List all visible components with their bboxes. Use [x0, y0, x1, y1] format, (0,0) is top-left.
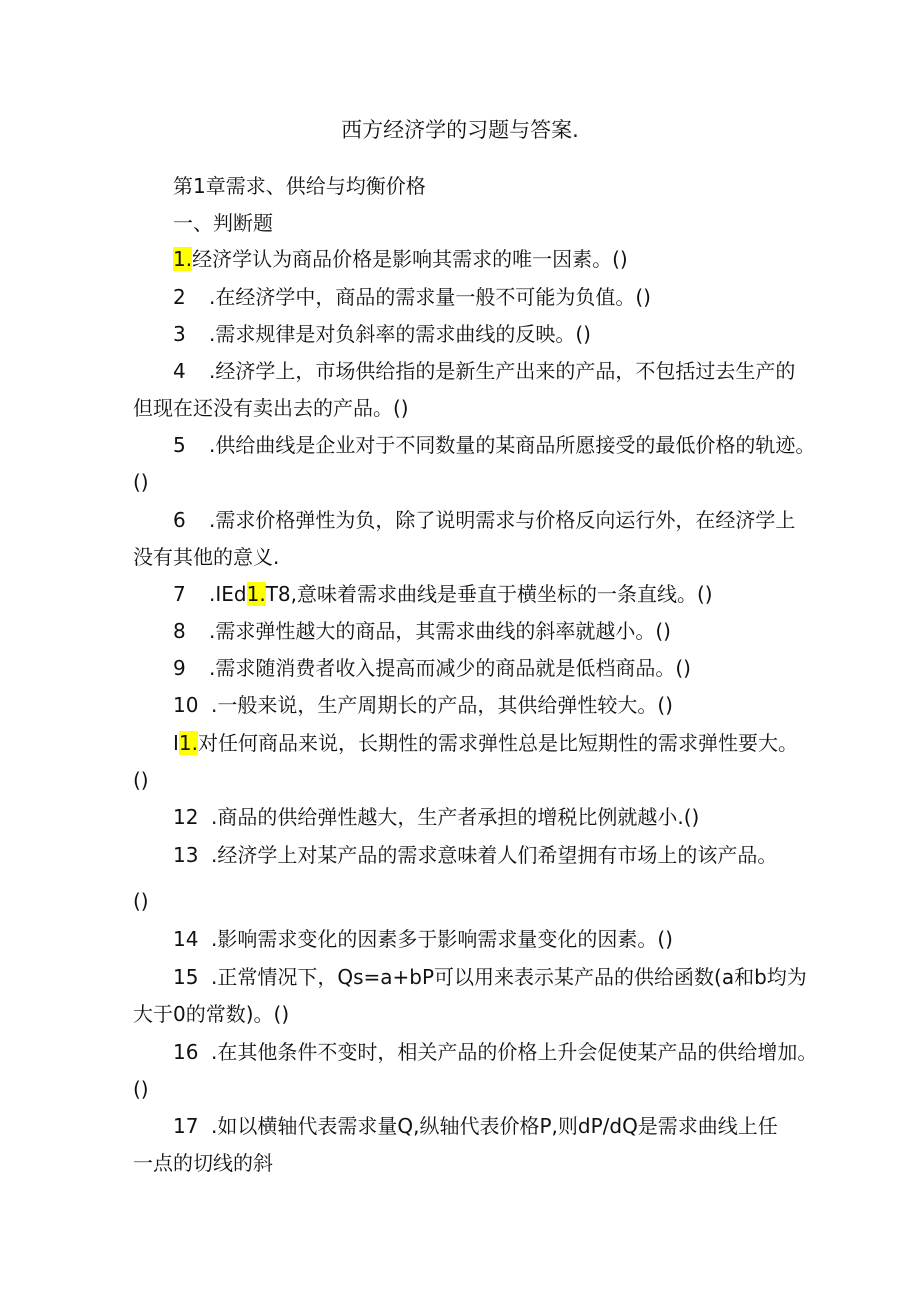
- question-text: .影响需求变化的因素多于影响需求量变化的因素。(): [211, 927, 673, 951]
- question-item-13-continuation: (): [133, 889, 149, 913]
- question-number: 13: [173, 843, 199, 867]
- question-text: .供给曲线是企业对于不同数量的某商品所愿接受的最低价格的轨迹。: [209, 433, 816, 457]
- question-number: 10: [173, 693, 199, 717]
- question-text: .需求随消费者收入提高而减少的商品就是低档商品。(): [209, 656, 691, 680]
- question-number: 7: [173, 582, 186, 606]
- question-item-6: [173, 506, 795, 534]
- question-text: .在其他条件不变时，相关产品的价格上升会促使某产品的供给增加。: [211, 1040, 818, 1064]
- question-item-11-continuation: (): [133, 768, 149, 792]
- question-item-2: [173, 283, 651, 311]
- question-number-prefix: I: [173, 731, 179, 755]
- question-number: 2: [173, 285, 186, 309]
- question-item-6-continuation: 没有其他的意义.: [133, 545, 280, 569]
- question-item-8: [173, 617, 671, 645]
- question-item-5-continuation: (): [133, 470, 149, 494]
- question-text: .一般来说，生产周期长的产品，其供给弹性较大。(): [211, 693, 673, 717]
- question-text: .如以横轴代表需求量Q,纵轴代表价格P,则dP/dQ是需求曲线上任: [211, 1114, 778, 1138]
- question-item-1: [173, 245, 628, 273]
- highlighted-number: 1.: [173, 247, 193, 271]
- chapter-heading: 第1章需求、供给与均衡价格: [173, 174, 426, 198]
- question-item-3: [173, 320, 591, 348]
- question-text-prefix: .IEd: [209, 582, 247, 606]
- question-item-7: [173, 580, 713, 608]
- question-text: .在经济学中，商品的需求量一般不可能为负值。(): [209, 285, 651, 309]
- page-title: 西方经济学的习题与答案.: [341, 118, 579, 142]
- question-item-14: [173, 925, 673, 953]
- question-item-16-continuation: (): [133, 1077, 149, 1101]
- question-item-9: [173, 654, 691, 682]
- question-item-15: [173, 963, 807, 991]
- question-item-15-continuation: 大于0的常数)。(): [133, 1002, 290, 1026]
- question-text: 对任何商品来说，长期性的需求弹性总是比短期性的需求弹性要大。: [198, 731, 798, 755]
- question-item-16: [173, 1038, 817, 1066]
- question-item-11: [173, 729, 798, 757]
- question-number: 17: [173, 1114, 199, 1138]
- question-item-12: [173, 803, 699, 831]
- question-number: 14: [173, 927, 199, 951]
- question-item-10: [173, 691, 673, 719]
- question-text: .正常情况下，Qs=a+bP可以用来表示某产品的供给函数(a和b均为: [211, 965, 807, 989]
- question-number: 15: [173, 965, 199, 989]
- question-text: .经济学上对某产品的需求意味着人们希望拥有市场上的该产品。: [211, 843, 778, 867]
- highlighted-text: 1.: [246, 582, 266, 606]
- question-number: 8: [173, 619, 186, 643]
- question-number: 4: [173, 359, 186, 383]
- highlighted-number: 1.: [178, 731, 198, 755]
- question-text: .需求价格弹性为负，除了说明需求与价格反向运行外，在经济学上: [209, 508, 796, 532]
- question-item-17-continuation: 一点的切线的斜: [133, 1151, 273, 1175]
- question-item-13: [173, 841, 777, 869]
- question-number: 12: [173, 805, 199, 829]
- question-number: 3: [173, 322, 186, 346]
- question-item-17: [173, 1112, 778, 1140]
- question-number: 9: [173, 656, 186, 680]
- question-text: .经济学上，市场供给指的是新生产出来的产品，不包括过去生产的: [209, 359, 796, 383]
- question-text: .需求规律是对负斜率的需求曲线的反映。(): [209, 322, 591, 346]
- section-heading: 一、判断题: [173, 211, 273, 235]
- question-number: 5: [173, 433, 186, 457]
- question-item-4-continuation: 但现在还没有卖出去的产品。(): [133, 396, 409, 420]
- question-item-5: [173, 431, 815, 459]
- question-number: 16: [173, 1040, 199, 1064]
- question-item-4: [173, 357, 795, 385]
- question-text: 经济学认为商品价格是影响其需求的唯一因素。(): [192, 247, 628, 271]
- question-number: 6: [173, 508, 186, 532]
- question-text: T8,意味着需求曲线是垂直于横坐标的一条直线。(): [265, 582, 713, 606]
- question-text: .需求弹性越大的商品，其需求曲线的斜率就越小。(): [209, 619, 671, 643]
- question-text: .商品的供给弹性越大，生产者承担的增税比例就越小.(): [211, 805, 700, 829]
